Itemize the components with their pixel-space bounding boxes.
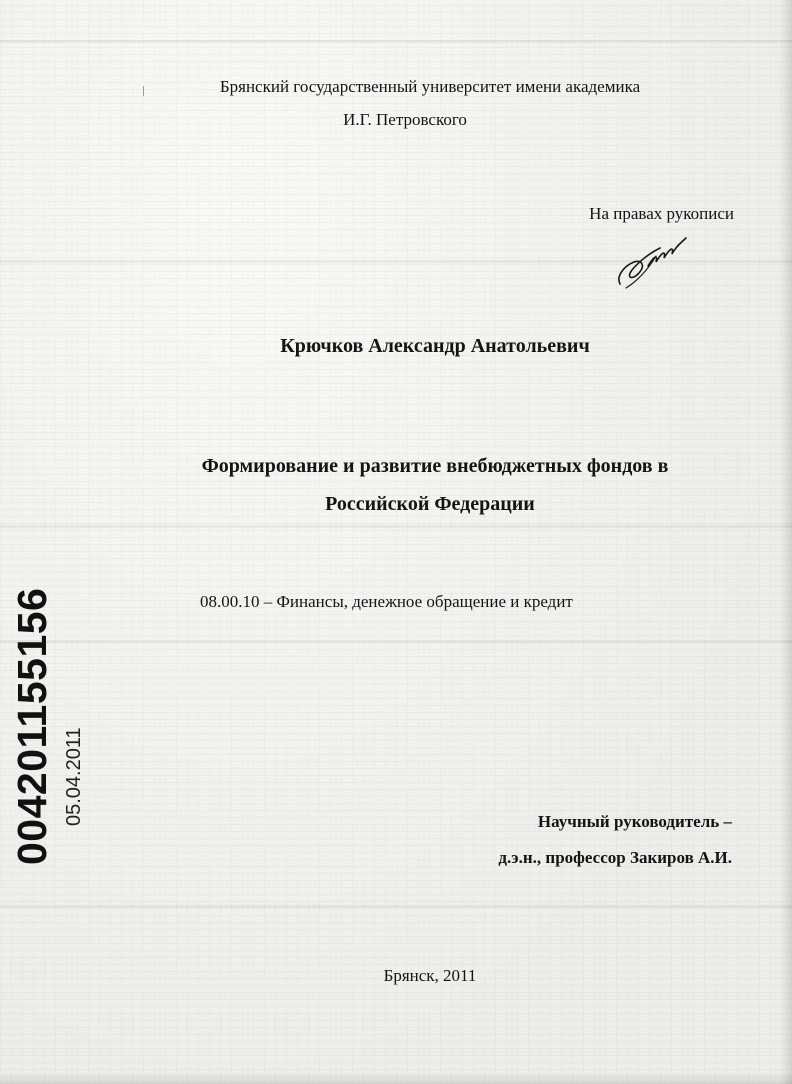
scan-noise [0,525,792,528]
thesis-title-line1: Формирование и развитие внебюджетных фондов в [201,455,669,477]
scan-edge-shadow [0,1072,792,1084]
university-name-line1: Брянский государственный университет имени академика [219,77,641,96]
author-name: Крючков Александр Анатольевич [280,335,590,357]
supervisor-name: д.э.н., профессор Закиров А.И. [498,848,732,867]
scan-edge-shadow [780,0,792,1084]
manuscript-rights-note: На правах рукописи [589,204,734,223]
city-year: Брянск, 2011 [383,966,477,985]
scan-noise [0,40,792,43]
supervisor-label: Научный руководитель – [537,812,732,831]
library-stamp-date: 05.04.2011 [63,727,85,826]
signature-image [612,226,692,296]
scan-noise [0,640,792,643]
library-stamp-number: 004201155156 [9,587,55,865]
scan-noise [0,905,792,908]
thesis-title-line2: Российской Федерации [325,493,535,515]
university-name-line2: И.Г. Петровского [343,110,467,129]
specialty-code: 08.00.10 – Финансы, денежное обращение и кредит [200,592,573,611]
